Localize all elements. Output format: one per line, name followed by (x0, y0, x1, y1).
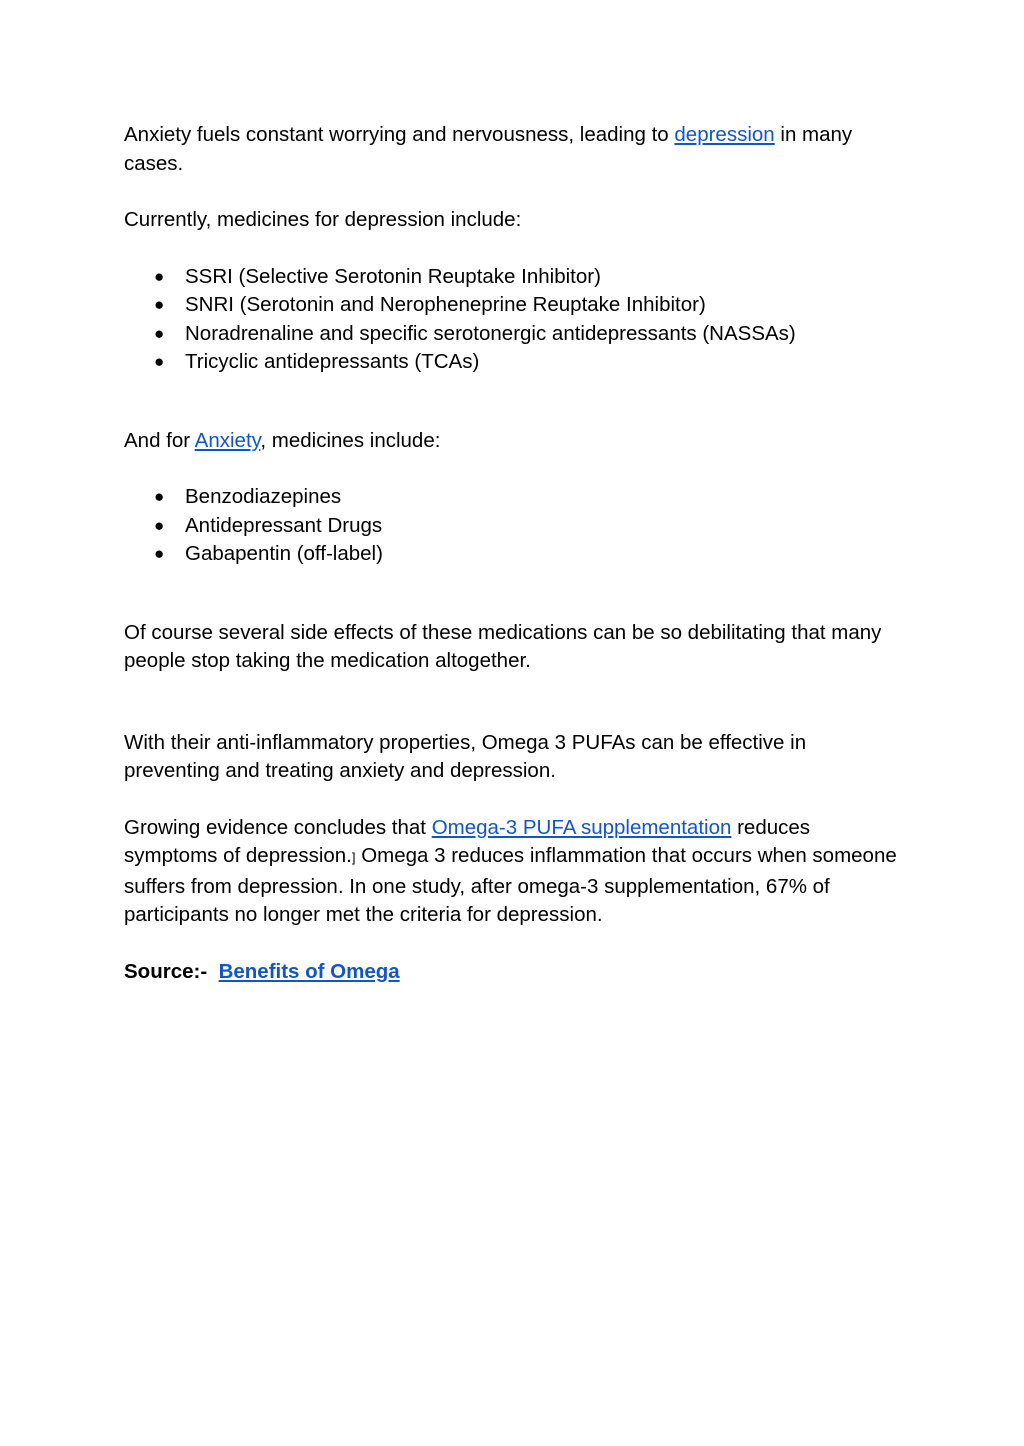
depression-meds-heading: Currently, medicines for depression include: (124, 208, 522, 231)
bullet-icon: ● (154, 544, 165, 563)
list-item: ● Gabapentin (off-label) (124, 540, 904, 569)
side-effects-paragraph: Of course several side effects of these medications can be so debilitating that many people stop taking the medication altogether. (124, 620, 882, 672)
intro-paragraph: Anxiety fuels constant worrying and nervousness, leading to depression in many cases. (124, 123, 853, 175)
anxiety-meds-heading: And for Anxiety, medicines include: (124, 428, 441, 452)
list-item: ● Benzodiazepines (124, 483, 904, 512)
anxiety-meds-list (124, 483, 904, 569)
list-item: ● Noradrenaline and specific serotonergic antidepressants (NASSAs) (124, 320, 904, 349)
bullet-icon: ● (154, 323, 165, 343)
bullet-icon: ● (154, 352, 165, 371)
anxiety-link[interactable]: Anxiety (194, 428, 261, 452)
evidence-paragraph: Growing evidence concludes that Omega-3 PUFA supplementation reduces symptoms of depression.] Omega 3 reduces inflammation that occurs when someone suffers from depression. In one study, after omega-3 supplementation, 67% of participants no longer met the criteria for depression. (124, 815, 897, 926)
document-body (124, 121, 904, 986)
omega-paragraph: With their anti-inflammatory properties, Omega 3 PUFAs can be effective in preventing and treating anxiety and depression. (124, 730, 807, 782)
list-item: ● SSRI (Selective Serotonin Reuptake Inhibitor) (124, 263, 904, 292)
omega-pufa-link[interactable]: Omega-3 PUFA supplementation (431, 815, 732, 839)
bullet-icon: ● (154, 487, 165, 506)
list-item: ● Tricyclic antidepressants (TCAs) (124, 348, 904, 377)
benefits-of-omega-link[interactable]: Benefits of Omega (218, 959, 400, 983)
source-label: Source:- (124, 959, 208, 983)
bullet-icon: ● (154, 266, 165, 286)
source-line (124, 958, 904, 987)
bullet-icon: ● (154, 515, 165, 535)
depression-link[interactable]: depression (674, 123, 775, 146)
bullet-icon: ● (154, 295, 165, 314)
list-item: ● SNRI (Serotonin and Neropheneprine Reuptake Inhibitor) (124, 291, 904, 320)
depression-meds-list (124, 263, 904, 377)
list-item: ● Antidepressant Drugs (124, 512, 904, 541)
citation-bracket: ] (351, 850, 356, 865)
